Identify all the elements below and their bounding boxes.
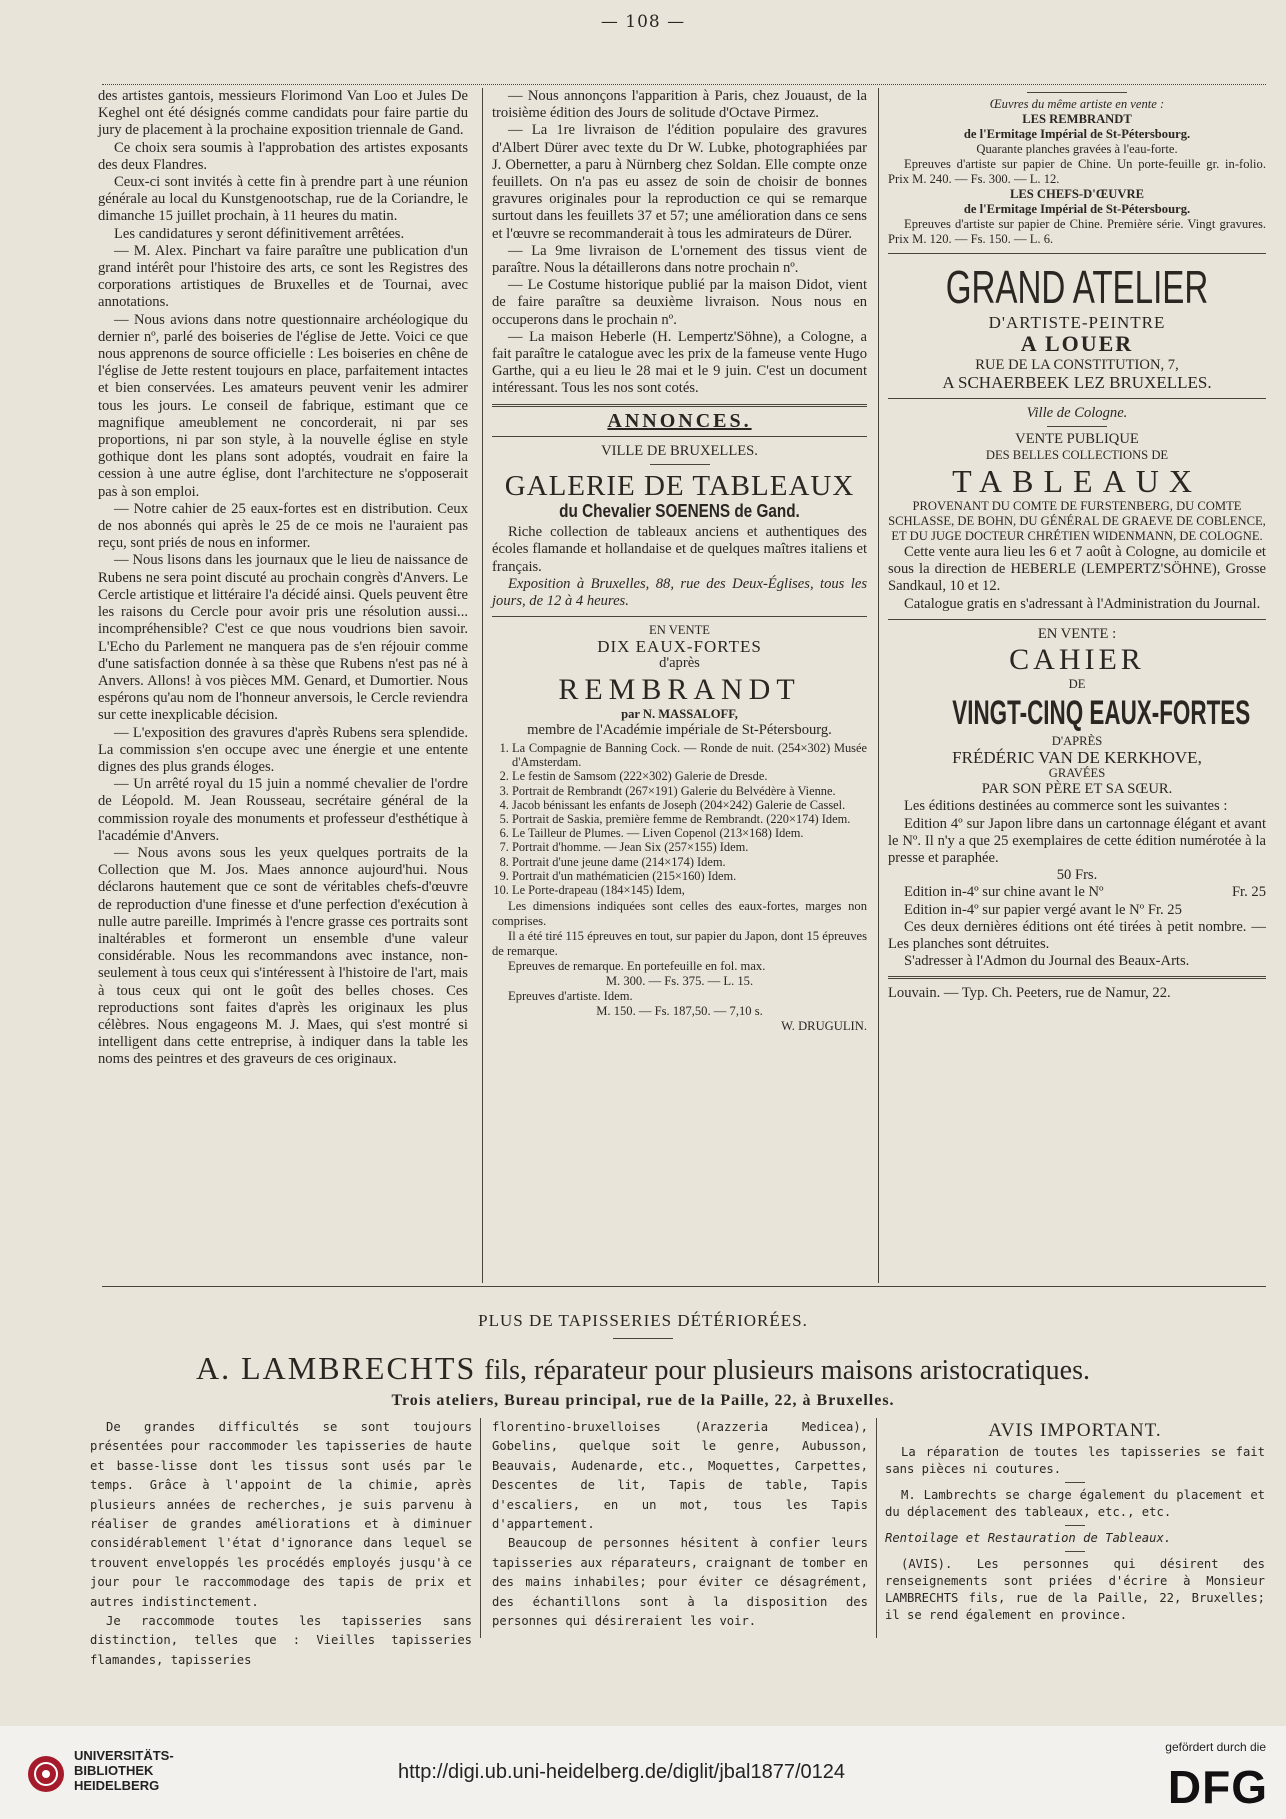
paragraph bbox=[888, 884, 1266, 901]
page-number: — 108 — bbox=[600, 12, 686, 32]
paragraph: M. Lambrechts se charge également du placement et du déplacement des tableaux, etc., etc. bbox=[885, 1488, 1265, 1519]
list-item: 4. Jacob bénissant les enfants de Joseph (204×242) Galerie de Cassel. bbox=[512, 798, 867, 812]
section-rule bbox=[492, 436, 867, 437]
dapres-label: D'APRÈS bbox=[1051, 734, 1103, 749]
en-vente-label: EN VENTE bbox=[649, 623, 710, 638]
digitization-footer bbox=[0, 1726, 1286, 1819]
short-rule bbox=[1065, 1482, 1085, 1483]
funded-by-label: gefördert durch die bbox=[1165, 1740, 1266, 1754]
paragraph: — La 1re livraison de l'édition populaire des gravures d'Albert Dürer avec texte du Dr W. Lubke, photographiées par J. Obernetter, a paru à Nürnberg chez Soldan. Elle compte onze feuillets. On n'a pas eu assez de soin de choisir de bonnes gravures originales pour la reproduction ce qui se remarque surtout dans les feuillets 37 et 57; une amélioration dans ce sens et l'œuvre se recommanderait à tous les admirateurs de Dürer. bbox=[492, 122, 867, 242]
gravees-label: GRAVÉES bbox=[1048, 766, 1106, 781]
artiste-peintre: D'ARTISTE-PEINTRE bbox=[988, 313, 1166, 332]
membre-academie: membre de l'Académie impériale de St-Pétersbourg. bbox=[527, 721, 832, 738]
cahier-heading: CAHIER bbox=[1009, 643, 1145, 677]
paragraph: — Nous annonçons l'apparition à Paris, chez Jouaust, de la troisième édition des Jours de solitude d'Octave Pirmez. bbox=[492, 88, 867, 122]
paragraph: Les éditions destinées au commerce sont les suivantes : bbox=[904, 798, 1228, 815]
par-son-pere: PAR SON PÈRE ET SA SŒUR. bbox=[981, 781, 1173, 798]
en-vente-label: EN VENTE : bbox=[1037, 625, 1117, 642]
short-rule bbox=[613, 1338, 673, 1339]
list-item: 3. Portrait de Rembrandt (267×191) Galerie du Belvédère à Vienne. bbox=[512, 784, 867, 798]
section-rule bbox=[888, 253, 1266, 254]
university-seal-icon bbox=[26, 1754, 66, 1794]
bottom-section-rule bbox=[102, 1286, 1266, 1287]
paragraph: Les dimensions indiquées sont celles des eaux-fortes, marges non comprises. bbox=[492, 899, 867, 929]
paragraph: — Nous avons sous les yeux quelques portraits de la Collection que M. Jos. Maes annonce aujourd'hui. Nous déclarons hautement que ce sont de véritables chefs-d'œuvre de reproduction d'une finesse et d'une perfection d'exécution à nulle autre pareille. Imprimés à l'encre grasse ces portraits sont inaltérables et formeront un ensemble d'une valeur considérable. Nous les recommandons avec instance, non-seulement à tous ceux qui s'intéressent à l'histoire de l'art, mais à tous ceux qui ont le goût des belles choses. Ces reproductions sont faites d'après les originaux les plus célèbres. Nous engageons M. J. Maes, qui s'est montré si intelligent dans cette entreprise, à indiquer dans la table les noms des peintres et des graveurs de ces originaux. bbox=[98, 844, 468, 1068]
rembrandt-heading: REMBRANDT bbox=[558, 672, 801, 706]
galerie-heading: GALERIE DE TABLEAUX bbox=[504, 470, 855, 503]
section-rule bbox=[492, 616, 867, 617]
section-rule bbox=[492, 404, 867, 407]
annonces-heading: ANNONCES. bbox=[607, 409, 752, 432]
list-item: 1. La Compagnie de Banning Cock. — Ronde de nuit. (254×302) Musée d'Amsterdam. bbox=[512, 741, 867, 769]
section-rule bbox=[888, 619, 1266, 620]
oeuvres-label: Œuvres du même artiste en vente : bbox=[989, 97, 1165, 111]
grand-atelier-heading: GRAND ATELIER bbox=[945, 261, 1209, 313]
paragraph: Cette vente aura lieu les 6 et 7 août à Cologne, au domicile et sous la direction de HEBERLE (LEMPERTZ'SÖHNE), Grosse Sandkaul, 10 et 12. bbox=[888, 544, 1266, 595]
library-name-line: UNIVERSITÄTS- bbox=[74, 1748, 174, 1763]
short-rule bbox=[1027, 92, 1127, 93]
works-list bbox=[492, 741, 867, 897]
frederic-name: FRÉDÉRIC VAN DE KERKHOVE, bbox=[952, 748, 1202, 768]
provenant-line: PROVENANT DU COMTE DE FURSTENBERG, DU COMTE SCHLASSE, DE BOHN, DU GÉNÉRAL DE GRAEVE DE COBLENCE, ET DU JUGE DOCTEUR CHRÉTIEN WIDENMANN, DE COLOGNE. bbox=[888, 499, 1266, 544]
bureau-line: Trois ateliers, Bureau principal, rue de la Paille, 22, à Bruxelles. bbox=[391, 1392, 895, 1409]
dapres-label: d'après bbox=[659, 655, 700, 672]
paragraph: (AVIS). Les personnes qui désirent des renseignements sont priées d'écrire à Monsieur LAMBRECHTS fils, rue de la Paille, 22, Bruxelles; il se rend également en province. bbox=[885, 1557, 1265, 1622]
drugulin-signature: W. DRUGULIN. bbox=[781, 1019, 867, 1034]
paragraph: Catalogue gratis en s'adressant à l'Administration du Journal. bbox=[904, 595, 1261, 612]
imprint-line: Louvain. — Typ. Ch. Peeters, rue de Namur, 22. bbox=[888, 985, 1171, 1002]
paragraph: Riche collection de tableaux anciens et authentiques des écoles flamande et hollandaise et de quelques maîtres italiens et français. bbox=[492, 524, 867, 575]
paragraph: — Un arrêté royal du 15 juin a nommé chevalier de l'ordre de Léopold. M. Jean Rousseau, secrétaire général de la commission royale des monuments et professeur d'esthétique à l'académie d'Anvers. bbox=[98, 776, 468, 844]
paragraph: S'adresser à l'Admon du Journal des Beaux-Arts. bbox=[904, 953, 1190, 970]
paragraph: Edition in-4º sur papier vergé avant le Nº Fr. 25 bbox=[904, 901, 1182, 918]
short-rule bbox=[650, 464, 710, 465]
column-divider bbox=[878, 88, 879, 1283]
list-item: 2. Le festin de Samsom (222×302) Galerie de Dresde. bbox=[512, 769, 867, 783]
library-name-line: HEIDELBERG bbox=[74, 1778, 160, 1793]
lambrechts-heading bbox=[0, 1350, 1286, 1387]
vingt-cinq-heading: VINGT-CINQ EAUX-FORTES bbox=[952, 694, 1251, 733]
paragraph: — La maison Heberle (H. Lempertz'Söhne), a Cologne, a fait paraître le catalogue avec les prix de la fameuse vente Hugo Garthe, qui a eu lieu le 28 mai et le 9 juin. C'est un document intéressant. Tous les nos sont cotés. bbox=[492, 328, 867, 397]
paragraph: — Notre cahier de 25 eaux-fortes est en distribution. Ceux de nos abonnés qui après le 25 de ce mois ne l'auraient pas reçu, sont priés de nous en informer. bbox=[98, 500, 468, 552]
lambrechts-name: A. LAMBRECHTS bbox=[196, 1350, 477, 1386]
short-rule bbox=[1065, 1551, 1085, 1552]
paragraph: — Nous avions dans notre questionnaire archéologique du dernier nº, parlé des boiseries de l'église de Jette. Voici ce que nous apprenons de source officielle : Les boiseries en chêne de l'église de Jette restent toujours en place, parfaitement intactes et bien conservées. Les amateurs peuvent venir les admirer tous les jours. Le conseil de fabrique, estimant que ce magnifique ameublement ne concorderait, ni par ses proportions, ni par son style, à la nouvelle église en style gothique dont les plans sont adoptés, voudrait en faire la cession à une autre église, dont l'architecture ne s'opposerait pas à son emploi. bbox=[98, 311, 468, 500]
column-divider bbox=[876, 1418, 877, 1638]
ermitage-line: de l'Ermitage Impérial de St-Pétersbourg. bbox=[963, 202, 1191, 216]
tapisseries-column-2 bbox=[492, 1418, 868, 1631]
paragraph: Exposition à Bruxelles, 88, rue des Deux-Églises, tous les jours, de 12 à 4 heures. bbox=[492, 575, 867, 610]
a-louer: A LOUER bbox=[1020, 331, 1134, 357]
tapisseries-heading: PLUS DE TAPISSERIES DÉTÉRIORÉES. bbox=[478, 1311, 808, 1330]
paragraph: — L'exposition des gravures d'après Rubens sera splendide. La commission s'en occupe avec une énergie et une entente dignes des plus grands éloges. bbox=[98, 724, 468, 775]
list-item: 6. Le Tailleur de Plumes. — Liven Copenol (213×168) Idem. bbox=[512, 826, 867, 840]
list-item: 8. Portrait d'une jeune dame (214×174) Idem. bbox=[512, 855, 867, 869]
paragraph: florentino-bruxelloises (Arazzeria Medicea), Gobelins, quelque soit le genre, Aubusson, Beauvais, Audenarde, etc., Moquettes, Carpettes, Descentes de lit, Tapis de table, Tapis d'escaliers, en un mot, tous les Tapis d'appartement. bbox=[492, 1420, 868, 1532]
section-rule bbox=[888, 398, 1266, 399]
paragraph: Epreuves de remarque. En portefeuille en fol. max. bbox=[508, 959, 766, 974]
avis-column bbox=[885, 1418, 1265, 1624]
edition-chine-price: Fr. 25 bbox=[1231, 884, 1266, 901]
paragraph: Ce choix sera soumis à l'approbation des artistes exposants des deux Flandres. bbox=[98, 139, 468, 173]
paragraph: Les candidatures y seront définitivement arrêtées. bbox=[114, 225, 405, 242]
column-3 bbox=[888, 88, 1266, 1003]
avis-heading: AVIS IMPORTANT. bbox=[988, 1420, 1162, 1441]
paragraph: Ces deux dernières éditions ont été tirées à petit nombre. — Les planches sont détruites. bbox=[888, 918, 1266, 953]
quarante-line: Quarante planches gravées à l'eau-forte. bbox=[976, 142, 1178, 156]
list-item: 9. Portrait d'un mathématicien (215×160) Idem. bbox=[512, 869, 867, 883]
belles-collections: DES BELLES COLLECTIONS DE bbox=[985, 448, 1169, 463]
chevalier-heading: du Chevalier SOENENS de Gand. bbox=[559, 501, 800, 522]
paragraph: Il a été tiré 115 épreuves en tout, sur papier du Japon, dont 15 épreuves de remarque. bbox=[492, 929, 867, 959]
paragraph: Je raccommode toutes les tapisseries sans distinction, telles que : Vieilles tapisseries flamandes, tapisseries bbox=[90, 1614, 472, 1667]
price-line: 50 Frs. bbox=[1056, 867, 1098, 884]
ville-de-bruxelles: VILLE DE BRUXELLES. bbox=[601, 442, 758, 459]
paragraph: Epreuves d'artiste sur papier de Chine. Un porte-feuille gr. in-folio. Prix M. 240. — Fs. 300. — L. 12. bbox=[888, 157, 1266, 186]
column-1 bbox=[98, 88, 468, 1069]
paragraph: — M. Alex. Pinchart va faire paraître une publication d'un grand intérêt pour l'histoire des arts, ce sont les Registres des corporations artistiques de Bruxelles et de Tournai, avec annotations. bbox=[98, 242, 468, 311]
column-divider bbox=[482, 88, 483, 1283]
short-rule bbox=[1065, 1525, 1085, 1526]
price-line: M. 150. — Fs. 187,50. — 7,10 s. bbox=[596, 1004, 763, 1019]
short-rule bbox=[1047, 426, 1107, 427]
ermitage-line: de l'Ermitage Impérial de St-Pétersbourg. bbox=[963, 127, 1191, 141]
column-2 bbox=[492, 88, 867, 1034]
paragraph: — La 9me livraison de L'ornement des tissus vient de paraître. Nous la détaillerons dans notre prochain nº. bbox=[492, 242, 867, 277]
tableaux-heading: TABLEAUX bbox=[952, 463, 1202, 500]
list-item: 5. Portrait de Saskia, première femme de Rembrandt. (220×174) Idem. bbox=[512, 812, 867, 826]
paragraph: Epreuves d'artiste sur papier de Chine. Première série. Vingt gravures. Prix M. 120. — Fs. 150. — L. 6. bbox=[888, 217, 1266, 246]
list-item: 10. Le Porte-drapeau (184×145) Idem, bbox=[512, 883, 867, 897]
paragraph: Beaucoup de personnes hésitent à confier leurs tapisseries aux réparateurs, craignant de tomber en des mains inhabiles; pour éviter ce désagrément, des échantillons sont à la disposition des personnes qui désireraient les voir. bbox=[492, 1536, 868, 1629]
dix-eaux-fortes: DIX EAUX-FORTES bbox=[597, 637, 762, 657]
library-name-line: BIBLIOTHEK bbox=[74, 1763, 154, 1778]
paragraph: — Le Costume historique publié par la maison Didot, vient de faire paraître sa deuxième livraison. Nous nous en occuperons dans le prochain nº. bbox=[492, 277, 867, 328]
library-name bbox=[74, 1748, 174, 1793]
paragraph: des artistes gantois, messieurs Florimond Van Loo et Jules De Keghel ont été désignés comme candidats pour faire partie du jury de placement à la prochaine exposition triennale de Gand. bbox=[98, 88, 468, 139]
rue-constitution: RUE DE LA CONSTITUTION, 7, bbox=[975, 357, 1179, 374]
ville-de-cologne: Ville de Cologne. bbox=[1026, 404, 1128, 421]
paragraph: — Nous lisons dans les journaux que le lieu de naissance de Rubens ne sera point discuté au prochain congrès d'Anvers. Le Cercle artistique et littéraire l'a décidé ainsi. Quels peuvent être les raisons du Cercle pour avoir pris une résolution aussi... incompréhensible? C'est ce que nous voudrions bien savoir. L'Echo du Parlement ne manquera pas de s'en réjouir comme d'une satisfaction donnée à sa thèse que Rubens n'est pas né à Anvers. Allons! à vos pièces MM. Genard, et Dumortier. Nous espérons qu'au nom de l'honneur anversois, le Cercle reviendra sur cette inexplicable décision. bbox=[98, 552, 468, 724]
paragraph: Epreuves d'artiste. Idem. bbox=[508, 989, 633, 1004]
paragraph: La réparation de toutes les tapisseries se fait sans pièces ni coutures. bbox=[885, 1445, 1265, 1476]
vente-publique: VENTE PUBLIQUE bbox=[1015, 430, 1139, 447]
tapisseries-column-1 bbox=[90, 1418, 472, 1670]
rentoilage-line: Rentoilage et Restauration de Tableaux. bbox=[885, 1531, 1172, 1545]
permalink-url[interactable]: http://digi.ub.uni-heidelberg.de/diglit/jbal1877/0124 bbox=[398, 1761, 846, 1783]
de-label: DE bbox=[1068, 677, 1086, 692]
price-line: M. 300. — Fs. 375. — L. 15. bbox=[605, 974, 754, 989]
chefs-doeuvre: LES CHEFS-D'ŒUVRE bbox=[1009, 187, 1144, 201]
lambrechts-fils: fils, réparateur pour plusieurs maisons aristocratiques. bbox=[484, 1355, 1090, 1386]
list-item: 7. Portrait d'homme. — Jean Six (257×155) Idem. bbox=[512, 840, 867, 854]
paragraph: Ceux-ci sont invités à cette fin à prendre part à une réunion générale au local du Kunstgenootschap, rue de la Coriandre, le dimanche 15 juillet prochain, à 11 heures du matin. bbox=[98, 174, 468, 225]
header-rule bbox=[102, 84, 1266, 85]
schaerbeek: A SCHAERBEEK LEZ BRUXELLES. bbox=[942, 373, 1212, 393]
edition-chine: Edition in-4º sur chine avant le Nº bbox=[904, 884, 1104, 901]
section-rule bbox=[888, 976, 1266, 979]
column-divider bbox=[480, 1418, 481, 1638]
paragraph: Edition 4º sur Japon libre dans un cartonnage élégant et avant le Nº. Il n'y a que 25 exemplaires de cette édition numérotée à la presse et paraphée. bbox=[888, 815, 1266, 867]
par-massaloff: par N. MASSALOFF, bbox=[621, 706, 738, 721]
paragraph: De grandes difficultés se sont toujours présentées pour raccommoder les tapisseries de haute et basse-lisse dont les tissus sont usés par le temps. Grâce à l'appoint de la chimie, après plusieurs années de recherches, je suis parvenu à réaliser de grandes améliorations et à diminuer considérablement l'état d'ignorance dans lequel se trouvent enveloppés les procédés employés jusqu'à ce jour pour le raccommodage des tapis de prix et autres indistinctement. bbox=[90, 1420, 472, 1609]
dfg-logo: DFG bbox=[1167, 1761, 1268, 1813]
les-rembrandt: LES REMBRANDT bbox=[1022, 112, 1132, 126]
